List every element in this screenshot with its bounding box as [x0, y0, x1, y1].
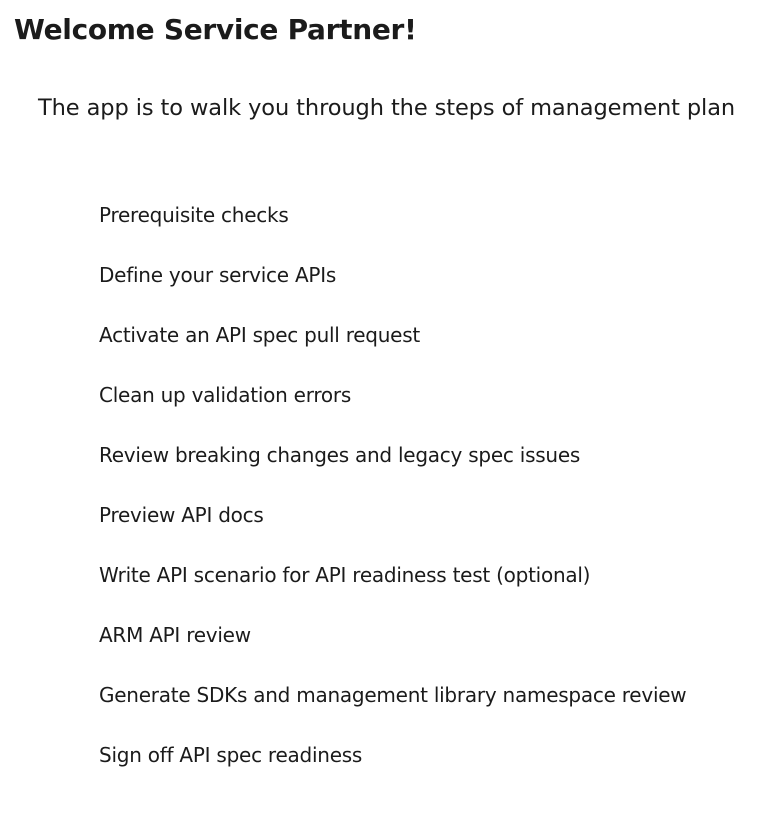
step-item-write-api-scenario: Write API scenario for API readiness test (optional) [99, 563, 591, 587]
step-item-generate-sdks: Generate SDKs and management library namespace review [99, 683, 687, 707]
step-item-define-service-apis: Define your service APIs [99, 263, 337, 287]
intro-text: The app is to walk you through the steps of management plan [38, 95, 736, 121]
step-item-prerequisite-checks: Prerequisite checks [99, 203, 289, 227]
step-item-review-breaking-changes: Review breaking changes and legacy spec issues [99, 443, 581, 467]
step-item-clean-up-validation-errors: Clean up validation errors [99, 383, 352, 407]
step-item-sign-off-readiness: Sign off API spec readiness [99, 743, 363, 767]
steps-list [99, 199, 686, 799]
page-title: Welcome Service Partner! [14, 13, 417, 46]
step-item-arm-api-review: ARM API review [99, 623, 251, 647]
step-item-activate-pull-request: Activate an API spec pull request [99, 323, 420, 347]
step-item-preview-api-docs: Preview API docs [99, 503, 264, 527]
